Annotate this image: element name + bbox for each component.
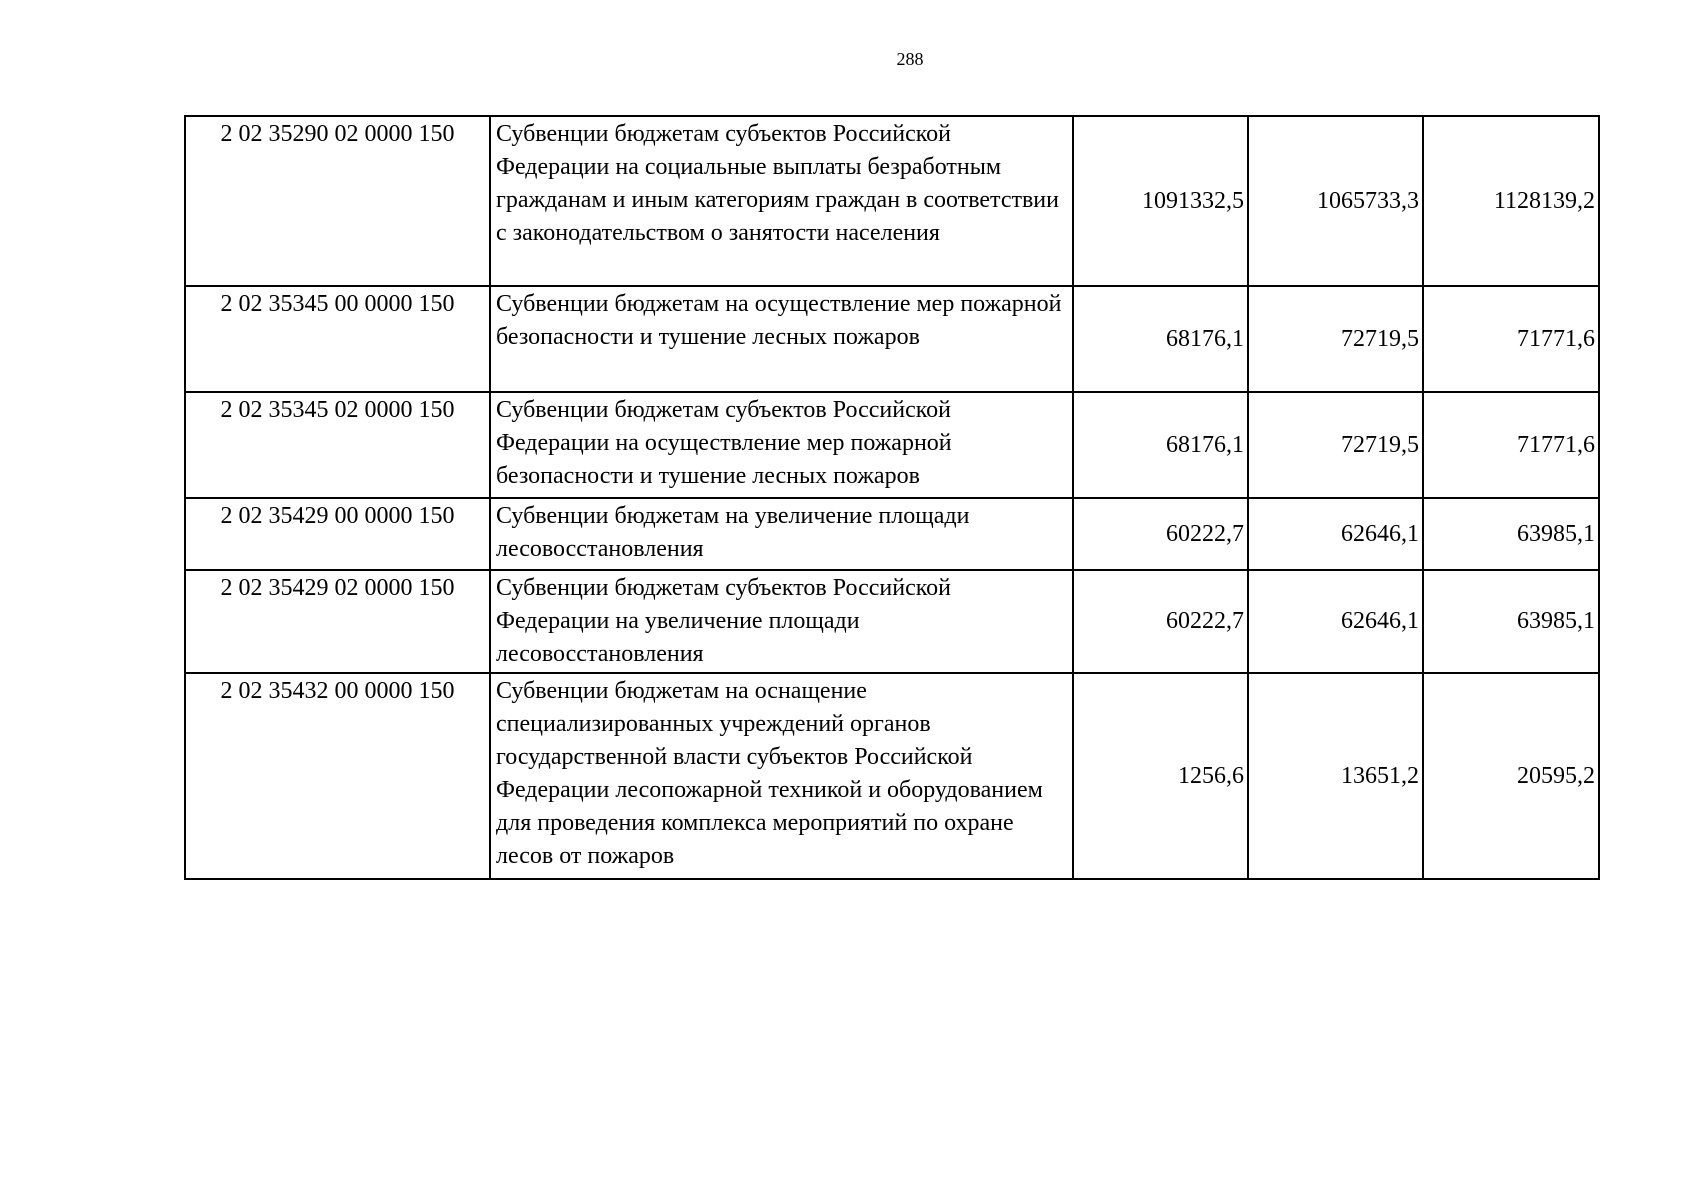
value-year-2: 62646,1 <box>1248 498 1423 570</box>
value-year-1: 1256,6 <box>1073 673 1248 879</box>
budget-description: Субвенции бюджетам субъектов Российской Федерации на социальные выплаты безработным гражданам и иным категориям граждан в соответствии с законодательством о занятости населения <box>490 116 1073 286</box>
budget-code: 2 02 35290 02 0000 150 <box>185 116 490 286</box>
table-row <box>185 498 1599 570</box>
value-year-3: 71771,6 <box>1423 392 1599 498</box>
budget-code: 2 02 35345 02 0000 150 <box>185 392 490 498</box>
budget-code: 2 02 35429 00 0000 150 <box>185 498 490 570</box>
table-row <box>185 570 1599 673</box>
value-year-1: 60222,7 <box>1073 498 1248 570</box>
value-year-1: 60222,7 <box>1073 570 1248 673</box>
budget-code: 2 02 35432 00 0000 150 <box>185 673 490 879</box>
budget-description: Субвенции бюджетам на увеличение площади лесовосстановления <box>490 498 1073 570</box>
value-year-2: 72719,5 <box>1248 286 1423 392</box>
table-row <box>185 673 1599 879</box>
value-year-2: 72719,5 <box>1248 392 1423 498</box>
budget-table <box>184 115 1600 880</box>
value-year-3: 1128139,2 <box>1423 116 1599 286</box>
budget-description: Субвенции бюджетам на осуществление мер пожарной безопасности и тушение лесных пожаров <box>490 286 1073 392</box>
table-row <box>185 116 1599 286</box>
value-year-3: 20595,2 <box>1423 673 1599 879</box>
value-year-2: 13651,2 <box>1248 673 1423 879</box>
value-year-3: 63985,1 <box>1423 498 1599 570</box>
value-year-2: 62646,1 <box>1248 570 1423 673</box>
value-year-3: 63985,1 <box>1423 570 1599 673</box>
table-row <box>185 286 1599 392</box>
budget-description: Субвенции бюджетам субъектов Российской Федерации на осуществление мер пожарной безопасности и тушение лесных пожаров <box>490 392 1073 498</box>
budget-code: 2 02 35345 00 0000 150 <box>185 286 490 392</box>
budget-code: 2 02 35429 02 0000 150 <box>185 570 490 673</box>
value-year-1: 1091332,5 <box>1073 116 1248 286</box>
budget-description: Субвенции бюджетам на оснащение специализированных учреждений органов государственной власти субъектов Российской Федерации лесопожарной техникой и оборудованием для проведения комплекса мероприятий по охране лесов от пожаров <box>490 673 1073 879</box>
value-year-2: 1065733,3 <box>1248 116 1423 286</box>
page-number: 288 <box>896 49 924 69</box>
value-year-1: 68176,1 <box>1073 392 1248 498</box>
value-year-1: 68176,1 <box>1073 286 1248 392</box>
table-row <box>185 392 1599 498</box>
budget-description: Субвенции бюджетам субъектов Российской Федерации на увеличение площади лесовосстановления <box>490 570 1073 673</box>
value-year-3: 71771,6 <box>1423 286 1599 392</box>
